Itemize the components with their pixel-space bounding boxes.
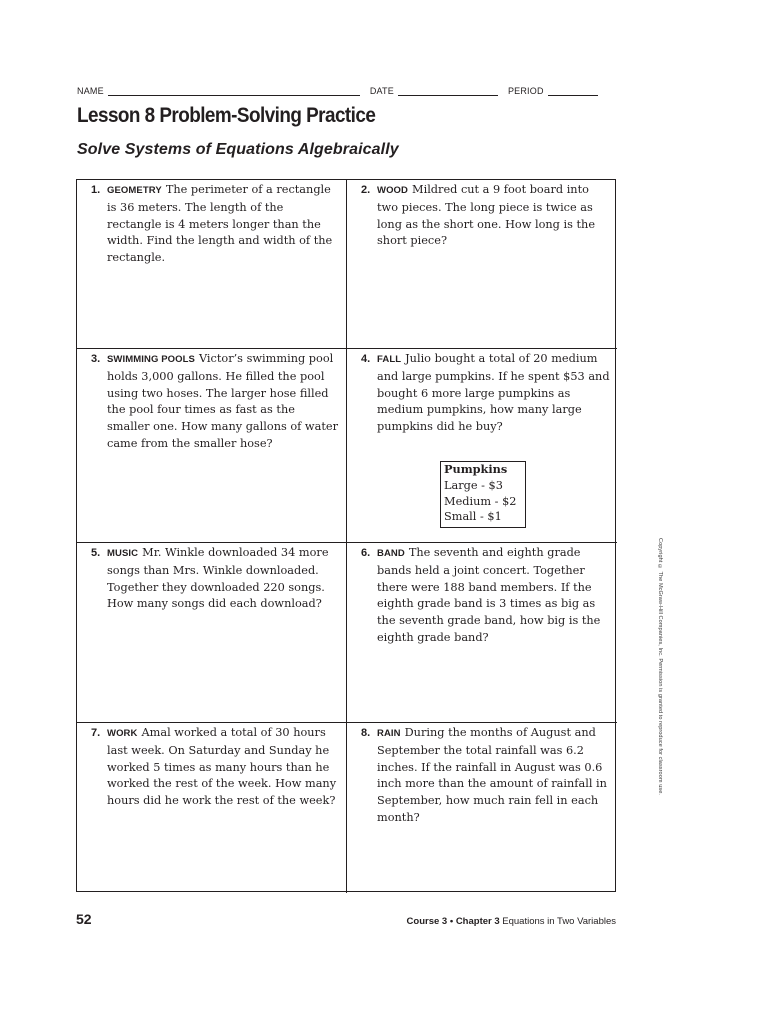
problem-number: 8. — [361, 727, 371, 739]
page-title: Lesson 8 Problem-Solving Practice — [77, 104, 376, 127]
problem-text: Mr. Winkle downloaded 34 more songs than Mrs. Winkle downloaded. Together they downloaded 220 songs. How many songs did each download? — [107, 546, 329, 611]
problem-number: 5. — [91, 547, 101, 559]
price-table-title: Pumpkins — [444, 462, 508, 476]
copyright-notice: Copyright © The McGraw-Hill Companies, Inc. Permission is granted to reproduce for classroom use. — [657, 538, 663, 795]
problem-topic: WOOD — [377, 185, 409, 196]
problem-topic: BAND — [377, 548, 405, 559]
footer-bullet: • — [449, 916, 454, 927]
page-number: 52 — [76, 911, 92, 927]
problem-grid — [76, 179, 616, 892]
problem-8 — [347, 723, 617, 893]
student-info-line — [77, 82, 617, 96]
problem-topic: RAIN — [377, 728, 401, 739]
problem-4 — [347, 349, 617, 543]
problem-5 — [77, 543, 347, 723]
problem-3 — [77, 349, 347, 543]
problem-text: Mildred cut a 9 foot board into two pieces. The long piece is twice as long as the short one. How long is the short piece? — [377, 183, 596, 248]
problem-number: 6. — [361, 547, 371, 559]
problem-2 — [347, 180, 617, 349]
problem-6 — [347, 543, 617, 723]
name-blank[interactable] — [108, 86, 360, 96]
period-blank[interactable] — [548, 86, 598, 96]
problem-text: The seventh and eighth grade bands held a joint concert. Together there were 188 band members. If the eighth grade band is 3 times as big as the seventh grade band, how big is the eighth grade band? — [377, 546, 601, 644]
problem-text: The perimeter of a rectangle is 36 meters. The length of the rectangle is 4 meters longer than the width. Find the length and width of the rectangle. — [107, 183, 333, 265]
pumpkin-price-table — [440, 461, 526, 528]
footer-course-info — [407, 916, 616, 927]
period-label: PERIOD — [507, 86, 544, 96]
problem-topic: SWIMMING POOLS — [107, 354, 195, 365]
problem-topic: FALL — [377, 354, 402, 365]
problem-text: Julio bought a total of 20 medium and large pumpkins. If he spent $53 and bought 6 more large pumpkins as medium pumpkins, how many large pumpkins did he buy? — [377, 352, 610, 434]
date-label: DATE — [369, 86, 394, 96]
problem-number: 1. — [91, 184, 101, 196]
problem-topic: WORK — [107, 728, 138, 739]
price-row-small: Small - $1 — [444, 510, 502, 524]
chapter-label: Chapter 3 — [455, 916, 500, 927]
price-row-medium: Medium - $2 — [444, 494, 517, 508]
problem-number: 2. — [361, 184, 371, 196]
page-subtitle: Solve Systems of Equations Algebraically — [77, 141, 399, 158]
problem-text: Amal worked a total of 30 hours last week. On Saturday and Sunday he worked 5 times as many hours than he worked the rest of the week. How many hours did he work the rest of the week? — [107, 726, 337, 808]
date-blank[interactable] — [398, 86, 498, 96]
problem-number: 7. — [91, 727, 101, 739]
problem-number: 4. — [361, 353, 371, 365]
problem-text: During the months of August and September the total rainfall was 6.2 inches. If the rainfall in August was 0.6 inch more than the amount of rainfall in September, how much rain fell in each month? — [377, 726, 607, 824]
problem-topic: GEOMETRY — [107, 185, 162, 196]
name-label: NAME — [77, 86, 104, 96]
course-label: Course 3 — [406, 916, 448, 927]
problem-number: 3. — [91, 353, 101, 365]
problem-7 — [77, 723, 347, 893]
problem-text: Victor’s swimming pool holds 3,000 gallons. He filled the pool using two hoses. The larger hose filled the pool four times as fast as the smaller one. How many gallons of water came from the smaller hose? — [107, 352, 338, 450]
price-row-large: Large - $3 — [444, 478, 503, 492]
problem-topic: MUSIC — [107, 548, 139, 559]
chapter-title: Equations in Two Variables — [502, 916, 616, 927]
problem-1 — [77, 180, 347, 349]
